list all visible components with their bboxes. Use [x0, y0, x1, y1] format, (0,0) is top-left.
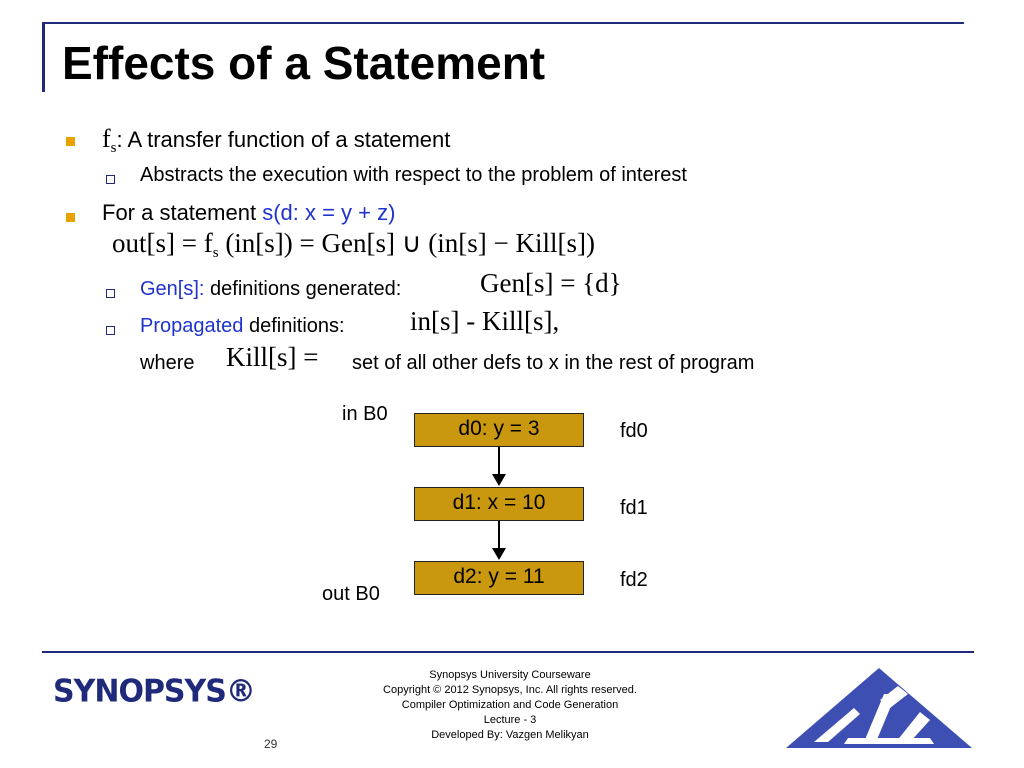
footer-rule: [42, 651, 974, 653]
footer-line: Synopsys University Courseware: [429, 669, 591, 681]
stmt-box-d0: d0: y = 3: [414, 413, 584, 447]
fn-label-fd0: fd0: [620, 420, 648, 442]
propagated-text: definitions:: [243, 315, 345, 337]
fn-label-fd1: fd1: [620, 497, 648, 519]
where-label: where: [140, 352, 195, 374]
fs-symbol: f: [102, 124, 111, 153]
equation-lhs: out[s] = f: [112, 228, 213, 258]
equation-rhs: (in[s]) = Gen[s] ∪ (in[s] − Kill[s]): [225, 228, 595, 258]
equation-subscript: s: [212, 245, 219, 261]
stmt-box-d1: d1: x = 10: [414, 487, 584, 521]
gen-equation: Gen[s] = {d}: [480, 268, 622, 298]
fs-subscript: s: [110, 140, 117, 156]
out-b0-label: out B0: [322, 583, 380, 605]
bullet-transfer-text: : A transfer function of a statement: [116, 127, 451, 152]
flow-arrow-head: [492, 548, 506, 560]
sub-bullet-marker: [106, 326, 115, 335]
bullet-statement-text: For a statement: [102, 200, 263, 225]
flow-arrow-line: [498, 521, 500, 549]
sub-propagated: [140, 315, 345, 338]
footer-line: Lecture - 3: [483, 714, 537, 726]
page-number: 29: [264, 737, 278, 751]
footer-line: Compiler Optimization and Code Generation: [401, 699, 619, 711]
bullet-marker: [66, 137, 75, 146]
in-b0-label: in B0: [342, 403, 388, 425]
bullet-transfer-function: [102, 124, 450, 157]
gen-prefix: Gen[s]:: [140, 278, 205, 300]
sub-bullet-marker: [106, 289, 115, 298]
bullet-marker: [66, 213, 75, 222]
propagated-equation: in[s] - Kill[s],: [410, 306, 560, 336]
kill-definition: set of all other defs to x in the rest of program: [352, 352, 755, 374]
dataflow-equation: [112, 228, 595, 262]
sub-bullet-marker: [106, 175, 115, 184]
footer-line: Developed By: Vazgen Melikyan: [431, 729, 589, 741]
sub-abstracts: Abstracts the execution with respect to the problem of interest: [140, 164, 687, 186]
slide-title: Effects of a Statement: [62, 37, 546, 89]
flow-arrow-line: [498, 447, 500, 475]
statement-code: s(d: x = y + z): [262, 200, 396, 225]
synopsys-logo: SYNOPSYS®: [53, 673, 255, 710]
sub-gen: [140, 278, 401, 301]
fn-label-fd2: fd2: [620, 569, 648, 591]
propagated-prefix: Propagated: [140, 315, 244, 337]
bullet-for-statement: [102, 200, 395, 226]
footer-credits: [340, 668, 680, 743]
flow-arrow-head: [492, 474, 506, 486]
university-emblem-icon: [784, 664, 974, 750]
footer-line: Copyright © 2012 Synopsys, Inc. All rights reserved.: [383, 684, 637, 696]
title-top-rule: [42, 22, 964, 24]
title-left-rule: [42, 22, 45, 92]
stmt-box-d2: d2: y = 11: [414, 561, 584, 595]
kill-equation: Kill[s] =: [226, 342, 319, 372]
gen-text: definitions generated:: [204, 278, 402, 300]
